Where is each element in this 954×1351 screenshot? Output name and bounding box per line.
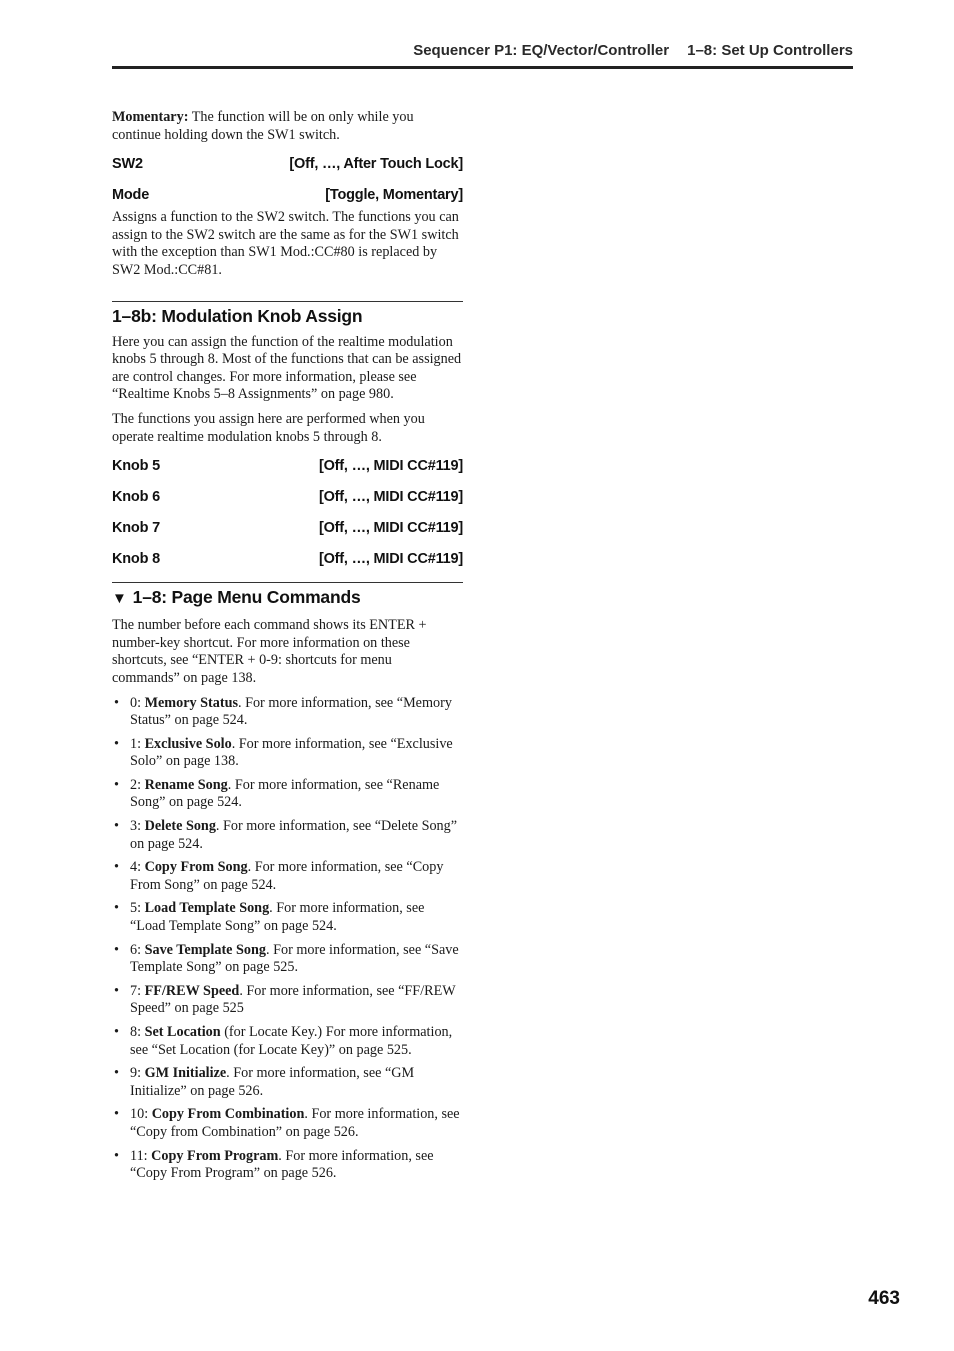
bullet-icon: •: [114, 1147, 119, 1164]
list-item: • 10: Copy From Combination. For more information, see “Copy from Combination” on page 526.: [114, 1106, 460, 1140]
param-range: [Off, …, MIDI CC#119]: [318, 520, 463, 537]
section-knob-assign: [112, 301, 463, 569]
command-name: Copy From Program: [151, 1147, 279, 1164]
section-title-text: 1–8: Page Menu Commands: [132, 587, 361, 608]
command-name: Set Location: [144, 1024, 221, 1040]
momentary-text: The function will be on only while you continue holding down the SW1 switch.: [112, 109, 414, 143]
param-knob-7: [112, 519, 463, 537]
param-sw2: [112, 155, 463, 173]
command-name: Load Template Song: [144, 900, 270, 917]
bullet-icon: •: [114, 900, 119, 917]
momentary-term: Momentary:: [112, 109, 189, 125]
list-item: • 8: Set Location (for Locate Key.) For more information, see “Set Location (for Locate Key)” on page 525.: [114, 1024, 453, 1058]
list-item: • 7: FF/REW Speed. For more information, see “FF/REW Speed” on page 525: [114, 982, 456, 1017]
bullet-icon: •: [114, 1065, 119, 1082]
header-rule: [112, 66, 853, 69]
sw2-description: Assigns a function to the SW2 switch. The functions you can assign to the SW2 switch are the same as for the SW1 switch with the exception than SW1 Mod.:CC#80 is replaced by SW2 Mod.:CC#81.: [112, 209, 459, 278]
command-name: Copy From Song: [144, 859, 248, 876]
param-name: SW2: [112, 156, 143, 173]
command-name: Exclusive Solo: [144, 735, 232, 752]
command-name: FF/REW Speed: [144, 982, 240, 999]
param-range: [Off, …, MIDI CC#119]: [318, 551, 463, 568]
param-knob-8: [112, 550, 463, 568]
list-item: • 3: Delete Song. For more information, see “Delete Song” on page 524.: [114, 818, 458, 852]
knob-para-1: Here you can assign the function of the realtime modulation knobs 5 through 8. Most of the functions that can be assigned are control changes. For more information, please see “Realtime Knobs 5–8 Assignments” on page 980.: [112, 333, 462, 403]
param-range: [Off, …, After Touch Lock]: [289, 156, 463, 173]
param-name: Knob 8: [112, 551, 160, 568]
param-range: [Off, …, MIDI CC#119]: [318, 458, 463, 475]
command-name: Delete Song: [144, 818, 216, 835]
running-header: [112, 42, 853, 59]
bullet-icon: •: [114, 694, 119, 711]
page-number: 463: [868, 1288, 900, 1309]
triangle-down-icon: ▼: [112, 590, 127, 608]
list-item: • 1: Exclusive Solo. For more information, see “Exclusive Solo” on page 138.: [114, 735, 453, 770]
menu-intro: The number before each command shows its ENTER + number-key shortcut. For more information on these shortcuts, see “ENTER + 0-9: shortcuts for menu commands” on page 138.: [112, 617, 427, 686]
list-item: • 9: GM Initialize. For more information, see “GM Initialize” on page 526.: [114, 1065, 415, 1099]
list-item: • 2: Rename Song. For more information, see “Rename Song” on page 524.: [114, 776, 440, 811]
command-name: Save Template Song: [144, 941, 266, 958]
momentary-paragraph: [112, 109, 463, 144]
param-range: [Off, …, MIDI CC#119]: [318, 489, 463, 506]
bullet-icon: •: [114, 735, 119, 752]
bullet-icon: •: [114, 776, 119, 793]
list-item: • 11: Copy From Program. For more information, see “Copy From Program” on page 526.: [114, 1147, 434, 1182]
bullet-icon: •: [114, 818, 119, 835]
param-name: Mode: [112, 187, 150, 204]
command-name: Rename Song: [144, 776, 228, 793]
list-item: • 5: Load Template Song. For more information, see “Load Template Song” on page 524.: [114, 900, 425, 935]
param-name: Knob 5: [112, 458, 160, 475]
header-section: Sequencer P1: EQ/Vector/Controller: [413, 42, 670, 59]
section-page-menu: [112, 582, 463, 1183]
list-item: • 4: Copy From Song. For more information, see “Copy From Song” on page 524.: [114, 859, 444, 893]
command-name: Memory Status: [144, 694, 238, 711]
param-range: [Toggle, Momentary]: [325, 187, 463, 204]
param-knob-5: [112, 457, 463, 475]
section-title: 1–8b: Modulation Knob Assign: [112, 305, 363, 326]
param-name: Knob 6: [112, 489, 160, 506]
bullet-icon: •: [114, 1106, 119, 1123]
command-name: GM Initialize: [144, 1065, 227, 1082]
knob-para-2: The functions you assign here are performed when you operate realtime modulation knobs 5 through 8.: [112, 410, 425, 445]
command-name: Copy From Combination: [151, 1106, 305, 1123]
bullet-icon: •: [114, 1024, 119, 1040]
header-subsection: 1–8: Set Up Controllers: [687, 42, 853, 59]
list-item: • 6: Save Template Song. For more information, see “Save Template Song” on page 525.: [114, 941, 459, 976]
menu-command-list: [112, 695, 463, 1183]
list-item: • 0: Memory Status. For more information, see “Memory Status” on page 524.: [114, 694, 452, 729]
bullet-icon: •: [114, 982, 119, 999]
param-knob-6: [112, 488, 463, 506]
param-mode: [112, 186, 463, 204]
param-name: Knob 7: [112, 520, 160, 537]
bullet-icon: •: [114, 941, 119, 958]
bullet-icon: •: [114, 859, 119, 876]
main-column: [112, 109, 463, 1189]
section-title: [112, 587, 463, 609]
